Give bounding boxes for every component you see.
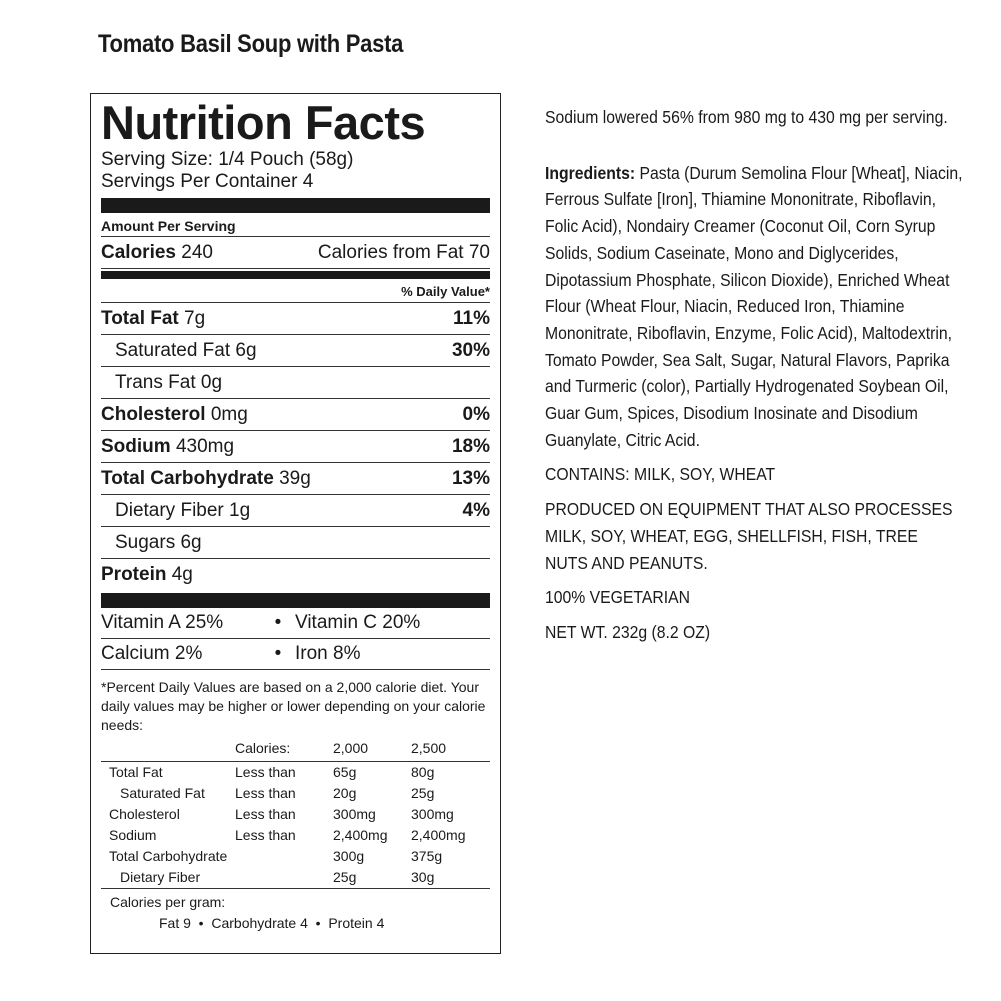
table-row (101, 783, 490, 804)
table-cell: 65g (333, 763, 357, 780)
nutrient-label: Protein (101, 564, 167, 585)
daily-value-footnote: *Percent Daily Values are based on a 2,000 calorie diet. Your daily values may be higher or lower depending on your calorie needs: (101, 679, 486, 733)
table-cell: 300mg (333, 805, 376, 822)
bullet-dot: • (274, 643, 282, 664)
calories-label-group (101, 242, 213, 264)
table-cell: 375g (411, 847, 443, 864)
thick-divider (101, 593, 490, 608)
vitamin-right: Vitamin C 20% (295, 612, 421, 633)
servings-per-container: Servings Per Container 4 (101, 171, 314, 192)
table-cell: Less than (235, 805, 296, 822)
allergen-contains: CONTAINS: MILK, SOY, WHEAT (545, 464, 776, 485)
table-cell: 2,000 (333, 737, 411, 761)
nutrient-amount: 1g (229, 499, 251, 521)
ingredients-label: Ingredients: (545, 162, 636, 183)
nutrient-amount: 4g (171, 564, 193, 585)
nutrient-amount: 0g (200, 371, 223, 393)
calories-per-gram-label: Calories per gram: (110, 893, 226, 910)
nutrient-dv: 18% (451, 435, 490, 457)
nutrient-label: Trans Fat (115, 371, 196, 393)
calories-from-fat: Calories from Fat 70 (317, 241, 490, 263)
daily-value-header: % Daily Value* (101, 281, 490, 303)
nutrient-amount: 39g (279, 467, 311, 489)
nutrient-row-total-fat (101, 303, 490, 335)
table-cell: 80g (411, 763, 435, 780)
table-cell: 20g (333, 784, 357, 801)
table-cell: 25g (411, 784, 435, 801)
table-cell: Less than (235, 763, 296, 780)
table-cell: 2,400mg (411, 826, 466, 843)
nutrient-dv: 4% (462, 499, 490, 521)
table-cell: Calories: (235, 737, 333, 761)
nutrient-label: Sodium (101, 435, 171, 457)
table-row (101, 846, 490, 867)
allergen-equipment-warning: PRODUCED ON EQUIPMENT THAT ALSO PROCESSES MILK, SOY, WHEAT, EGG, SHELLFISH, FISH, TREE NUTS AND PEANUTS. (545, 499, 953, 573)
table-row (101, 761, 490, 783)
nutrient-row-total-carbohydrate (101, 463, 490, 495)
nutrient-dv: 0% (462, 403, 490, 425)
table-cell: Less than (235, 784, 296, 801)
table-cell: 2,400mg (333, 826, 388, 843)
table-cell: Cholesterol (109, 805, 180, 822)
calories-value: 240 (181, 241, 213, 263)
product-info-column (545, 104, 965, 646)
nutrient-amount: 6g (180, 531, 202, 553)
table-row (101, 804, 490, 825)
vitamin-right: Iron 8% (295, 643, 361, 664)
vitamin-left: Vitamin A 25% (101, 612, 224, 633)
nutrient-row-sugars (101, 527, 490, 559)
thick-divider (101, 198, 490, 213)
calories-per-gram-values: Fat 9 • Carbohydrate 4 • Protein 4 (159, 914, 385, 931)
product-title: Tomato Basil Soup with Pasta (98, 30, 404, 58)
table-cell (235, 867, 333, 889)
table-cell: 30g (411, 867, 490, 889)
calories-label: Calories (101, 241, 176, 263)
vegetarian-label: 100% VEGETARIAN (545, 587, 691, 608)
sodium-note: Sodium lowered 56% from 980 mg to 430 mg per serving. (545, 107, 948, 127)
bullet-dot: • (274, 612, 282, 633)
serving-size: Serving Size: 1/4 Pouch (58g) (101, 149, 354, 170)
nutrient-row-sodium (101, 431, 490, 463)
table-cell: Total Fat (109, 763, 163, 780)
vitamin-row (101, 639, 490, 670)
nutrient-label: Dietary Fiber (115, 499, 224, 521)
nutrient-dv: 13% (451, 467, 490, 489)
nutrient-amount: 430mg (175, 435, 235, 457)
table-cell: Saturated Fat (120, 784, 205, 801)
table-cell: Less than (235, 826, 296, 843)
calories-row (101, 237, 490, 269)
nutrient-label: Saturated Fat (115, 339, 231, 361)
table-row (101, 867, 490, 889)
ingredients-text: Pasta (Durum Semolina Flour [Wheat], Niacin, Ferrous Sulfate [Iron], Thiamine Mononitrate, Riboflavin, Folic Acid), Nondairy Creamer (Coconut Oil, Corn Syrup Solids, Sodium Caseinate, Mono and Diglycerides, Dipotassium Phosphate, Silicon Dioxide), Enriched Wheat Flour (Wheat Flour, Niacin, Reduced Iron, Thiamine Mononitrate, Riboflavin, Enzyme, Folic Acid), Maltodextrin, Tomato Powder, Sea Salt, Sugar, Natural Flavors, Paprika and Turmeric (color), Partially Hydrogenated Soybean Oil, Guar Gum, Spices, Disodium Inosinate and Disodium Guanylate, Citric Acid. (545, 162, 963, 450)
nutrient-dv: 30% (451, 339, 490, 361)
nutrition-facts-panel (90, 93, 501, 954)
vitamin-left: Calcium 2% (101, 643, 203, 664)
table-cell: 2,500 (411, 737, 490, 761)
amount-per-serving: Amount Per Serving (101, 216, 490, 237)
nutrient-row-protein (101, 559, 490, 591)
ingredients-paragraph (545, 160, 965, 454)
nutrient-amount: 6g (235, 339, 257, 361)
nutrient-label: Cholesterol (101, 403, 206, 425)
table-cell (101, 737, 235, 761)
table-cell: Total Carbohydrate (109, 847, 228, 864)
table-cell: 300mg (411, 805, 454, 822)
nutrition-facts-title: Nutrition Facts (101, 96, 426, 149)
daily-value-table (101, 737, 490, 889)
nutrient-amount: 0mg (210, 403, 248, 425)
nutrient-label: Total Carbohydrate (101, 467, 274, 489)
table-cell: Dietary Fiber (101, 867, 235, 889)
table-cell (235, 846, 333, 867)
nutrient-label: Total Fat (101, 307, 179, 329)
nutrient-row-dietary-fiber (101, 495, 490, 527)
table-cell: 300g (333, 847, 365, 864)
nutrient-dv: 11% (453, 307, 490, 329)
medium-divider (101, 271, 490, 279)
table-cell: 25g (333, 867, 411, 889)
table-cell: Sodium (109, 826, 157, 843)
table-row (101, 825, 490, 846)
nutrient-amount: 7g (184, 307, 206, 329)
nutrient-row-saturated-fat (101, 335, 490, 367)
net-weight: NET WT. 232g (8.2 OZ) (545, 621, 711, 642)
nutrient-row-cholesterol (101, 399, 490, 431)
nutrient-row-trans-fat (101, 367, 490, 399)
table-header-row (101, 737, 490, 761)
vitamin-row (101, 608, 490, 639)
nutrient-label: Sugars (115, 531, 176, 553)
